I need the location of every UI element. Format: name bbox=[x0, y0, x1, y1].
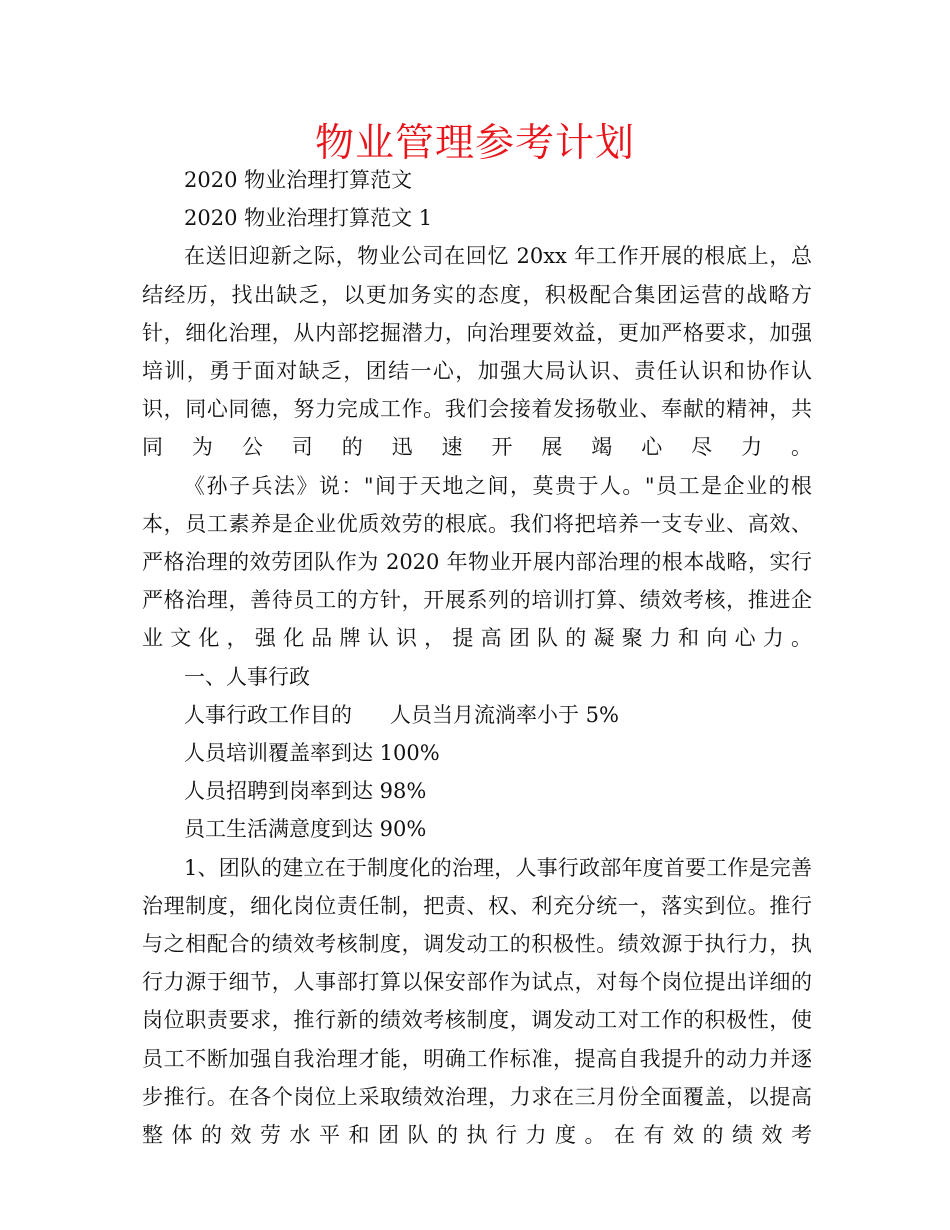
goal-item-2: 人员培训覆盖率到达 100% bbox=[184, 741, 440, 766]
document-body bbox=[142, 161, 812, 1154]
paragraph-3: 1、团队的建立在于制度化的治理，人事行政部年度首要工作是完善治理制度，细化岗位责任制，把责、权、利充分统一，落实到位。推行与之相配合的绩效考核制度，调发动工的积极性。绩效源于执行力，执行力源于细节，人事部打算以保安部作为试点，对每个岗位提出详细的岗位职责要求，推行新的绩效考核制度，调发动工对工作的积极性，使员工不断加强自我治理才能，明确工作标准，提高自我提升的动力并逐步推行。在各个岗位上采取绩效治理，力求在三月份全面覆盖，以提高整体的效劳水平和团队的执行力度。在有效的绩效考 bbox=[142, 855, 812, 1148]
goal-label: 人事行政工作目的 bbox=[184, 702, 352, 727]
section-heading: 一、人事行政 bbox=[184, 664, 310, 689]
heading-line-1: 2020 物业治理打算范文 bbox=[184, 168, 413, 192]
heading-line-2: 2020 物业治理打算范文 1 bbox=[184, 206, 433, 231]
goal-item-1: 人员当月流淌率小于 5% bbox=[390, 702, 619, 727]
goal-item-4: 员工生活满意度到达 90% bbox=[184, 817, 427, 842]
goal-line bbox=[142, 696, 812, 734]
goal-item-3: 人员招聘到岗率到达 98% bbox=[184, 779, 427, 804]
document-title: 物业管理参考计划 bbox=[314, 121, 635, 166]
paragraph-1: 在送旧迎新之际，物业公司在回忆 20xx 年工作开展的根底上，总结经历，找出缺乏，以更加务实的态度，积极配合集团运营的战略方针，细化治理，从内部挖掘潜力，向治理要效益，更加严格要求，加强培训，勇于面对缺乏，团结一心，加强大局认识、责任认识和协作认识，同心同德，努力完成工作。我们会接着发扬敬业、奉献的精神，共同为公司的迅速开展竭心尽力。 bbox=[142, 244, 812, 460]
paragraph-2: 《孙子兵法》说："间于天地之间，莫贵于人。"员工是企业的根本，员工素养是企业优质效劳的根底。我们将把培养一支专业、高效、严格治理的效劳团队作为 2020 年物业开展内部治理的根本战略，实行严格治理，善待员工的方针，开展系列的培训打算、绩效考核，推进企业文化，强化品牌认识，提高团队的凝聚力和向心力。 bbox=[142, 473, 812, 651]
